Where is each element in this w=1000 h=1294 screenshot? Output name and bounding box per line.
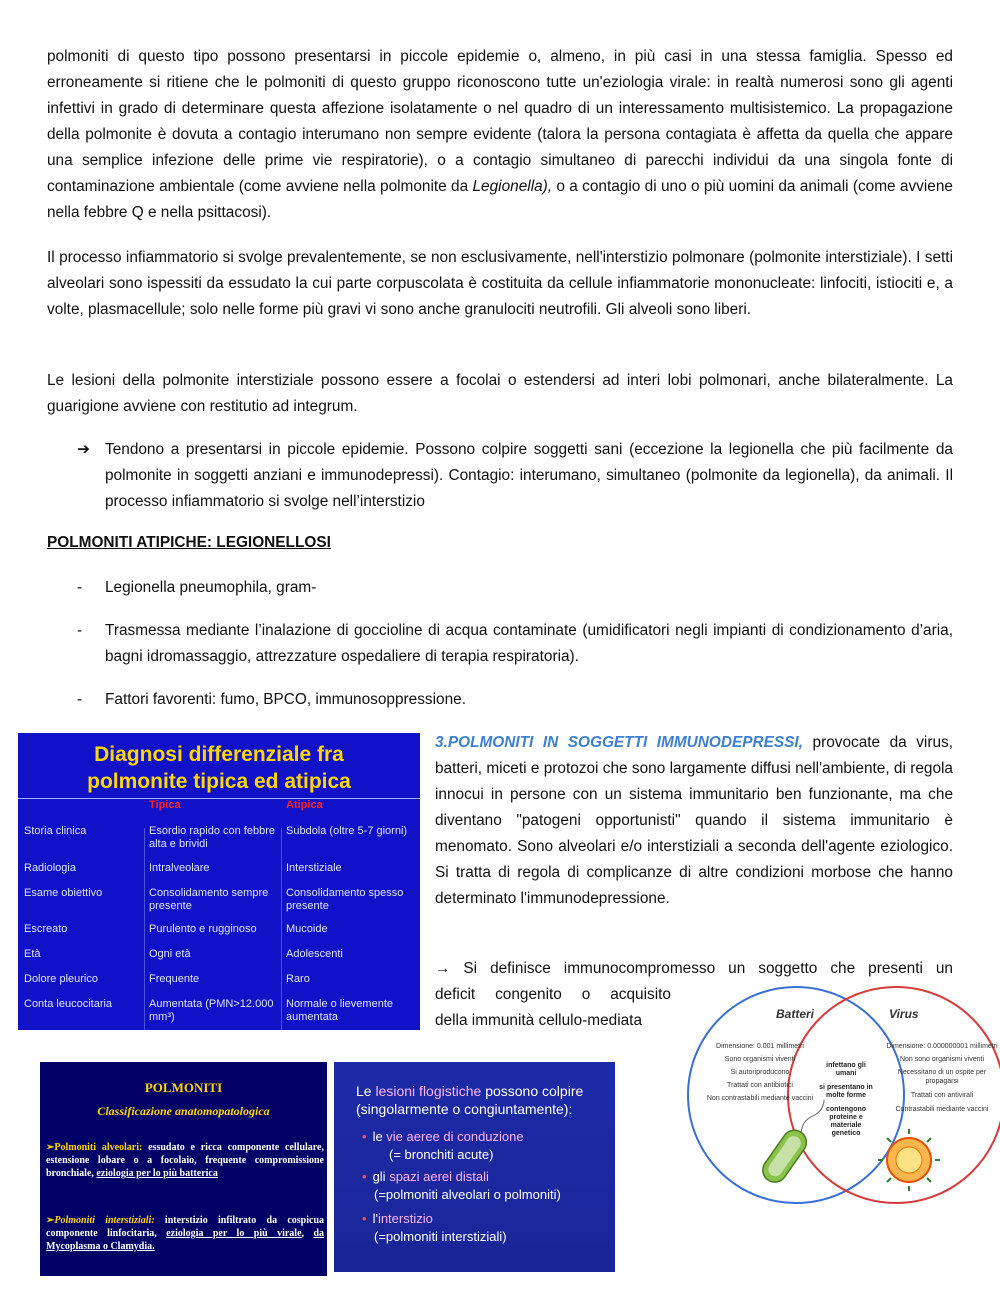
cell-atipica: Adolescenti xyxy=(286,948,343,960)
table-row xyxy=(18,923,420,948)
item-link-text: eziologia per lo più virale xyxy=(166,1228,302,1239)
slide-lead xyxy=(356,1082,611,1118)
item-text: l' xyxy=(372,1211,378,1226)
bullet-dot-icon: • xyxy=(362,1129,367,1144)
row-label: Conta leucocitaria xyxy=(24,998,113,1010)
slide-subtitle: Classificazione anatomopatologica xyxy=(97,1104,270,1118)
slide-polmoniti-classificazione xyxy=(40,1062,327,1276)
arrow-bullet xyxy=(47,437,953,517)
arrow-bullet-text: Tendono a presentarsi in piccole epidemie. Possono colpire soggetti sani (eccezione la legionella che più facilmente da polmonite in soggetti anziani e immunodepressi). Contagio: interumano, simultaneo (polmonite da legionella), da animali. Il processo infiammatorio si svolge nell’interstizio xyxy=(105,441,953,510)
table-row xyxy=(18,815,420,862)
paragraph-1-text-a: polmoniti di questo tipo possono presentarsi in piccole epidemie o, almeno, in più casi in una stessa famiglia. Spesso ed erroneamente si ritiene che le polmoniti di questo gruppo riconoscono tutte un'eziologia virale: in realtà numerosi sono gli agenti infettivi in grado di determinare questa affezione isolatamente o nel quadro di un interessamento multisistemico. La propagazione della polmonite è dovuta a contagio interumano non sempre evidente (talora la persona contagiata è affetta da quella che appare una semplice infezione delle prime vie respiratorie), o a contagio simultaneo di parecchi individui da una singola fonte di contaminazione ambientale (come avviene nella polmonite da xyxy=(47,48,953,195)
list-item xyxy=(362,1210,507,1246)
item-label: Polmoniti interstiziali: xyxy=(54,1215,155,1226)
table-row xyxy=(18,887,420,923)
comparison-table xyxy=(18,799,420,1024)
virus-fact: Contrastabili mediante vaccini xyxy=(895,1106,989,1113)
list-item-text: Trasmessa mediante l’inalazione di goccioline di acqua contaminate (umidificatori negli impianti di condizionamento d’aria, bagni idromassaggio, attrezzature ospedaliere di terapia respiratoria). xyxy=(105,622,953,665)
virus-fact: Non sono organismi viventi xyxy=(899,1056,985,1063)
shared-fact: proteine e xyxy=(829,1114,863,1121)
slide-title-line-2: polmonite tipica ed atipica xyxy=(87,770,351,793)
table-row xyxy=(18,862,420,887)
shared-fact: contengono xyxy=(825,1106,867,1113)
table-row xyxy=(18,948,420,973)
dash-marker: - xyxy=(77,691,83,708)
list-item-text: Fattori favorenti: fumo, BPCO, immunosoppressione. xyxy=(105,691,466,708)
batteri-fact: Non contrastabili mediante vaccini xyxy=(706,1095,814,1102)
item-link-text-2: da Mycoplasma o Clamydia. xyxy=(46,1228,325,1252)
item-text: le xyxy=(372,1129,387,1144)
dash-marker: - xyxy=(77,622,83,639)
immunodepressi-paragraph xyxy=(435,730,953,912)
cell-atipica: Subdola (oltre 5-7 giorni) xyxy=(286,825,408,837)
cell-atipica: Interstiziale xyxy=(286,862,342,874)
bacterium-illustration xyxy=(758,1093,834,1187)
definition-line-1: Si definisce immunocompromesso un soggetto che presenti un xyxy=(463,960,953,977)
cell-atipica: Normale o lievemente aumentata xyxy=(286,998,393,1023)
virus-fact: Necessitano di un ospite per xyxy=(897,1069,987,1076)
list-item xyxy=(47,575,953,601)
row-label: Età xyxy=(24,948,41,960)
cell-tipica: Intralveolare xyxy=(149,862,210,874)
list-item-text: Legionella pneumophila, gram- xyxy=(105,579,317,596)
definition-line-2: deficit congenito o acquisito xyxy=(435,986,671,1003)
lead-accent: lesioni flogistiche xyxy=(375,1083,482,1099)
slide-title xyxy=(18,741,420,795)
paragraph-1-italic: Legionella), xyxy=(472,178,553,195)
arrow-bullet-icon: ➔ xyxy=(77,441,90,458)
row-label: Dolore pleurico xyxy=(24,973,98,985)
paragraph-2: Il processo infiammatorio si svolge prevalentemente, se non esclusivamente, nell'interstizio polmonare (polmonite interstiziale). I setti alveolari sono ispessiti da essudato la cui parte corpuscolata è costituita da cellule infiammatorie mononucleate: linfociti, istiociti e, a volte, plasmacellule; solo nelle forme più gravi vi sono anche granulociti neutrofili. Gli alveoli sono liberi. xyxy=(47,249,953,318)
paragraph-1 xyxy=(47,44,953,226)
cell-tipica: Esordio rapido con febbre alta e brividi xyxy=(149,825,275,850)
header-tipica: Tipica xyxy=(149,799,181,811)
slide-title: POLMONITI xyxy=(144,1080,223,1095)
shared-fact: materiale xyxy=(830,1122,862,1129)
cell-tipica: Consolidamento sempre presente xyxy=(149,887,269,912)
item-text: interstizio infiltrato da cospicua componente linfocitaria, xyxy=(46,1215,325,1239)
shared-fact: umani xyxy=(835,1070,857,1077)
shared-fact: si presentano in xyxy=(819,1084,873,1091)
definition-line-3: della immunità cellulo-mediata xyxy=(435,1012,643,1029)
list-item xyxy=(46,1214,324,1253)
lead-text: possono colpire (singolarmente o congiuntamente): xyxy=(356,1083,584,1117)
arrow-bullet-icon: ➢ xyxy=(46,1142,55,1153)
cell-atipica: Mucoide xyxy=(286,923,328,935)
table-row xyxy=(18,973,420,998)
table-row xyxy=(18,998,420,1024)
list-item xyxy=(362,1128,524,1164)
shared-fact: genetico xyxy=(831,1130,861,1137)
row-label: Escreato xyxy=(24,923,68,935)
batteri-fact: Trattati con antibiotici xyxy=(727,1082,793,1089)
dash-marker: - xyxy=(77,579,83,596)
item-subtext: (= bronchiti acute) xyxy=(389,1147,494,1162)
immunodepressi-highlight: 3.POLMONITI IN SOGGETTI IMMUNODEPRESSI, xyxy=(435,734,803,751)
item-separator: , xyxy=(301,1228,314,1239)
virus-illustration xyxy=(878,1129,940,1191)
virus-fact: Dimensione: 0.000000001 millimetri xyxy=(886,1043,998,1050)
cell-atipica: Consolidamento spesso presente xyxy=(286,887,404,912)
item-subtext: (=polmoniti interstiziali) xyxy=(374,1229,507,1244)
slide-lesioni-flogistiche xyxy=(334,1062,615,1272)
slide-title-line-1: Diagnosi differenziale fra xyxy=(94,743,344,766)
bullet-dot-icon: • xyxy=(362,1211,367,1226)
virus-fact: Trattati con antivirali xyxy=(910,1092,974,1099)
virus-fact: propagarsi xyxy=(925,1078,959,1085)
paragraph-1-text-b: o a contagio di uno o più uomini da animali (come avviene nella febbre Q e nella psittacosi). xyxy=(47,178,953,221)
lead-text: Le xyxy=(356,1083,376,1099)
header-atipica: Atipica xyxy=(286,799,323,811)
arrow-bullet-icon: ➢ xyxy=(46,1215,55,1226)
header-empty xyxy=(18,799,143,815)
cell-tipica: Ogni età xyxy=(149,948,191,960)
row-label: Radiologia xyxy=(24,862,76,874)
venn-left-title: Batteri xyxy=(776,1007,815,1021)
cell-tipica: Frequente xyxy=(149,973,200,985)
batteri-fact: Dimensione: 0.001 millimetri xyxy=(716,1043,804,1050)
item-subtext: (=polmoniti alveolari o polmoniti) xyxy=(374,1187,561,1202)
item-accent: spazi aerei distali xyxy=(389,1169,489,1184)
list-item xyxy=(47,687,953,713)
item-label: Polmoniti alveolari: xyxy=(54,1142,143,1153)
venn-right-title: Virus xyxy=(889,1007,919,1021)
section-heading: POLMONITI ATIPICHE: LEGIONELLOSI xyxy=(47,534,331,551)
bullet-dot-icon: • xyxy=(362,1169,367,1184)
cell-tipica: Aumentata (PMN>12.000 mm³) xyxy=(149,998,274,1023)
row-label: Storia clinica xyxy=(24,825,87,837)
arrow-icon: → xyxy=(435,960,451,977)
immunocompromesso-definition xyxy=(435,956,953,982)
venn-batteri-virus xyxy=(684,985,1000,1210)
list-item xyxy=(46,1141,324,1180)
item-link-text: eziologia per lo più batterica xyxy=(96,1168,218,1179)
item-text: essudato e ricca componente cellulare, estensione lobare o a focolaio, frequente compromissione bronchiale, xyxy=(46,1142,324,1179)
item-accent: vie aeree di conduzione xyxy=(386,1129,524,1144)
immunodepressi-text: provocate da virus, batteri, miceti e protozoi che sono largamente diffusi nell'ambiente, di regola innocui in persone con un sistema immunitario ben funzionante, ma che diventano "patogeni opportunisti" quando il sistema immunitario è menomato. Sono alveolari e/o interstiziali a seconda dell'agente eziologico. Si tratta di regola di complicanze di altre condizioni morbose che hanno determinato l'immunodepressione. xyxy=(435,734,953,907)
shared-fact: molte forme xyxy=(825,1092,867,1099)
cell-tipica: Purulento e rugginoso xyxy=(149,923,257,935)
row-label: Esame obiettivo xyxy=(24,887,103,899)
list-item xyxy=(362,1168,561,1204)
item-accent: interstizio xyxy=(377,1211,433,1226)
list-item xyxy=(47,618,953,670)
batteri-fact: Sono organismi viventi xyxy=(724,1056,796,1063)
paragraph-3: Le lesioni della polmonite interstiziale possono essere a focolai o estendersi ad interi lobi polmonari, anche bilateralmente. La guarigione avviene con restitutio ad integrum. xyxy=(47,372,953,415)
batteri-fact: Si autoriproducono xyxy=(730,1069,790,1076)
cell-atipica: Raro xyxy=(286,973,310,985)
shared-fact: infettano gli xyxy=(826,1062,866,1069)
slide-diagnosi-differenziale xyxy=(18,733,420,1030)
item-text: gli xyxy=(372,1169,390,1184)
